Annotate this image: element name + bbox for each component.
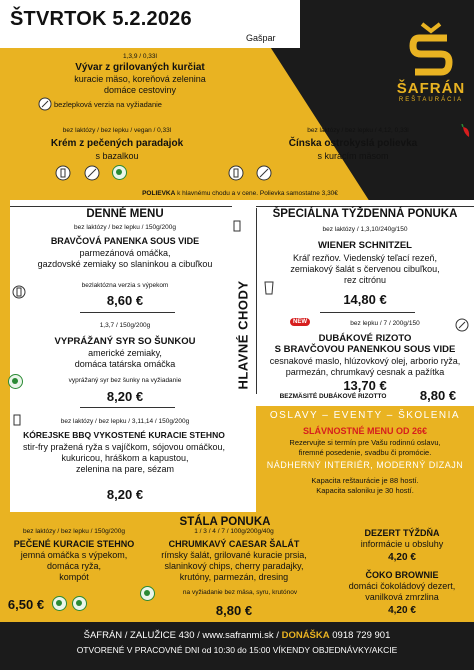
dessert1-price: 4,20 € xyxy=(388,552,416,563)
soup1-note: bezlepková verzia na vyžiadanie xyxy=(54,100,162,109)
footer-line-2: OTVORENÉ V PRACOVNÉ DNI od 10:30 do 15:00 VÍKENDY OBJEDNÁVKY/AKCIE xyxy=(76,645,398,655)
daily-menu-heading: DENNÉ MENU xyxy=(86,208,164,220)
standing1-allergens: bez laktózy / bez lepku / 150g/200g xyxy=(23,528,125,535)
soup3-desc: s kuracím mäsom xyxy=(317,151,389,161)
soup1-desc-1: kuracie mäso, koreňová zelenina xyxy=(74,74,206,84)
divider-top-right xyxy=(256,206,474,207)
events-line-2: firemné posedenie, svadbu či promócie. xyxy=(298,448,432,457)
events-headline: OSLAVY – EVENTY – ŠKOLENIA xyxy=(269,410,461,421)
weekly2-desc-2: parmezán, chrumkavý cesnak a pažítka xyxy=(285,367,445,377)
main-courses-label xyxy=(232,260,254,410)
chili-icon xyxy=(460,124,472,138)
left-accent-bar xyxy=(0,200,10,512)
footer-phone[interactable]: 0918 729 901 xyxy=(329,630,391,641)
soup-note-bold: POLIEVKA xyxy=(142,190,176,197)
weekly2-price: 13,70 € xyxy=(343,378,387,393)
dairy-free-icon xyxy=(232,218,242,232)
soup-note xyxy=(30,190,450,198)
weekly2-title-1: DUBÁKOVÉ RIZOTO xyxy=(318,333,412,344)
daily3-allergens: bez laktózy / bez lepku / 3,11,14 / 150g/200g xyxy=(60,418,190,425)
wheat-free-icon xyxy=(455,318,469,332)
daily1-note: bezlaktózna verzia s výpekom xyxy=(81,282,169,289)
saffron-logo-icon xyxy=(407,22,455,78)
weekly2-allergens: bez lepku / 7 / 200g/150 xyxy=(350,320,420,327)
wheat-free-icon xyxy=(84,165,100,181)
daily2-title: VYPRÁŽANÝ SYR SO ŠUNKOU xyxy=(54,336,196,347)
daily2-desc-1: americké zemiaky, xyxy=(88,348,162,358)
dairy-free-icon xyxy=(55,165,71,181)
dessert2-title: ČOKO BROWNIE xyxy=(365,570,439,580)
daily2-note: vyprážaný syr bez šunky na vyžiadanie xyxy=(68,377,182,384)
standing2-title: CHRUMKAVÝ CAESAR ŠALÁT xyxy=(168,539,300,549)
dessert1-desc: informácie u obsluhy xyxy=(360,539,444,549)
events-capacity-1: Kapacita reštaurácie je 88 hostí. xyxy=(311,476,419,485)
daily2-desc-2: domáca tatárska omáčka xyxy=(74,359,176,369)
standing1-title: PEČENÉ KURACIE STEHNO xyxy=(13,539,135,549)
standing1-desc-1: jemná omáčka s výpekom, xyxy=(20,550,128,560)
logo-name: ŠAFRÁN xyxy=(396,80,466,97)
daily3-desc-1: stir-fry pražená ryža s vajíčkom, sójovou omáčkou, xyxy=(22,442,226,452)
daily1-title: BRAVČOVÁ PANENKA SOUS VIDE xyxy=(50,236,200,246)
daily1-allergens: bez laktózy / bez lepku / 150g/200g xyxy=(74,224,176,231)
events-line-1: Rezervujte si termín pre Vašu rodinnú oslavu, xyxy=(289,438,441,447)
daily3-desc-3: zelenina na pare, sézam xyxy=(75,464,175,474)
nameday: Gašpar xyxy=(246,33,276,43)
standing2-price: 8,80 € xyxy=(215,603,253,618)
wheat-free-icon xyxy=(256,165,272,181)
soup2-allergens: bez laktózy / bez lepku / vegan / 0,33l xyxy=(62,127,172,134)
weekly1-desc-2: zemiakový šalát s červenou cibuľkou, xyxy=(290,264,440,274)
daily1-desc-1: parmezánová omáčka, xyxy=(79,248,171,258)
events-special: SLÁVNOSTNÉ MENU OD 26€ xyxy=(302,426,428,436)
standing2-desc-1: rímsky šalát, grilované kuracie prsia, xyxy=(161,550,307,560)
events-box xyxy=(256,406,474,512)
footer xyxy=(0,622,474,670)
soup2-desc: s bazalkou xyxy=(95,151,139,161)
weekly1-price: 14,80 € xyxy=(343,292,387,307)
daily3-desc-2: kukuricou, hráškom a kapustou, xyxy=(61,453,189,463)
logo-subtitle: REŠTAURÁCIA xyxy=(398,97,464,103)
divider-weekly-1 xyxy=(320,312,415,313)
daily1-price: 8,60 € xyxy=(106,293,144,308)
daily1-desc-2: gazdovské zemiaky so slaninkou a cibuľkou xyxy=(37,259,213,269)
standing-heading: STÁLA PONUKA xyxy=(179,516,271,528)
events-headline-2: NÁDHERNÝ INTERIÉR, MODERNÝ DIZAJN xyxy=(266,460,464,470)
standing2-note: na vyžiadanie bez mäsa, syru, krutónov xyxy=(182,589,298,596)
standing1-desc-2: domáca ryža, xyxy=(46,561,102,571)
daily2-allergens: 1,3,7 / 150g/200g xyxy=(99,322,151,329)
weekly2-title-2: S BRAVČOVOU PANENKOU SOUS VIDE xyxy=(274,344,456,355)
standing1-price: 6,50 € xyxy=(7,597,45,612)
footer-line-1 xyxy=(0,630,474,641)
wheat-free-icon xyxy=(38,97,52,111)
main-courses-text: HLAVNÉ CHODY xyxy=(235,280,251,390)
standing2-allergens: 1 / 3 / 4 / 7 / 100g/200g/40g xyxy=(194,528,274,535)
drink-icon xyxy=(262,280,276,296)
weekly2-desc-1: cesnakové maslo, hlúzovkový olej, arborio ryža, xyxy=(269,356,461,366)
daily2-price: 8,20 € xyxy=(106,389,144,404)
new-badge: NEW xyxy=(290,318,310,326)
soup2-title: Krém z pečených paradajok xyxy=(50,138,184,149)
weekly1-desc-3: rez citrónu xyxy=(343,275,387,285)
dessert2-desc-1: domáci čokoládový dezert, xyxy=(348,581,456,591)
vegetarian-option-icon xyxy=(140,586,155,601)
soup1-allergens: 1,3,9 / 0,33l xyxy=(123,53,157,60)
soup3-title: Čínska ostrokyslá polievka xyxy=(288,138,418,149)
weekly2-alt-label: BEZMÄSITÉ DUBÁKOVÉ RIZOTTO xyxy=(279,393,387,400)
divider-top-left xyxy=(10,206,232,207)
restaurant-logo xyxy=(386,22,474,103)
soup3-allergens: bez laktózy / bez lepku / 4,12, 0,33l xyxy=(307,127,409,134)
dessert2-price: 4,20 € xyxy=(388,605,416,616)
daily3-price: 8,20 € xyxy=(106,487,144,502)
page-date: ŠTVRTOK 5.2.2026 xyxy=(10,8,192,30)
weekly1-desc-1: Kráľ rezňov. Viedenský teľací rezeň, xyxy=(293,253,437,263)
vegan-icon xyxy=(112,165,127,180)
gluten-free-icon xyxy=(52,596,67,611)
divider-daily-2 xyxy=(80,407,175,408)
standing2-desc-2: slaninkový chips, cherry paradajky, xyxy=(164,561,304,571)
dairy-free-icon xyxy=(228,165,244,181)
standing1-desc-3: kompót xyxy=(59,572,89,582)
footer-address: ŠAFRÁN / ZALUŽICE 430 / www.safranmi.sk / xyxy=(83,630,282,641)
standing2-desc-3: krutóny, parmezán, dresing xyxy=(179,572,289,582)
dairy-free-badge-icon xyxy=(72,596,87,611)
weekly1-title: WIENER SCHNITZEL xyxy=(318,240,412,251)
dairy-free-icon xyxy=(12,412,22,426)
footer-delivery: DONÁŠKA xyxy=(281,630,330,641)
soup1-title: Vývar z grilovaných kurčiat xyxy=(75,62,205,73)
weekly2-alt-price: 8,80 € xyxy=(419,388,457,403)
soup-note-rest: k hlavnému chodu a v cene. Polievka samostatne 3,30€ xyxy=(175,190,338,197)
dessert1-title: DEZERT TÝŽDŇA xyxy=(364,528,440,538)
dessert2-desc-2: vanilková zmrzlina xyxy=(365,592,439,602)
divider-daily-1 xyxy=(80,312,175,313)
weekly1-allergens: bez laktózy / 1,3,10/240g/150 xyxy=(322,226,408,233)
daily3-title: KÓREJSKE BBQ VYKOSTENÉ KURACIE STEHNO xyxy=(23,430,225,440)
events-capacity-2: Kapacita saloniku je 30 hostí. xyxy=(316,486,414,495)
weekly-heading: ŠPECIÁLNA TÝŽDENNÁ PONUKA xyxy=(272,208,458,220)
soup1-desc-2: domáce cestoviny xyxy=(103,85,177,95)
